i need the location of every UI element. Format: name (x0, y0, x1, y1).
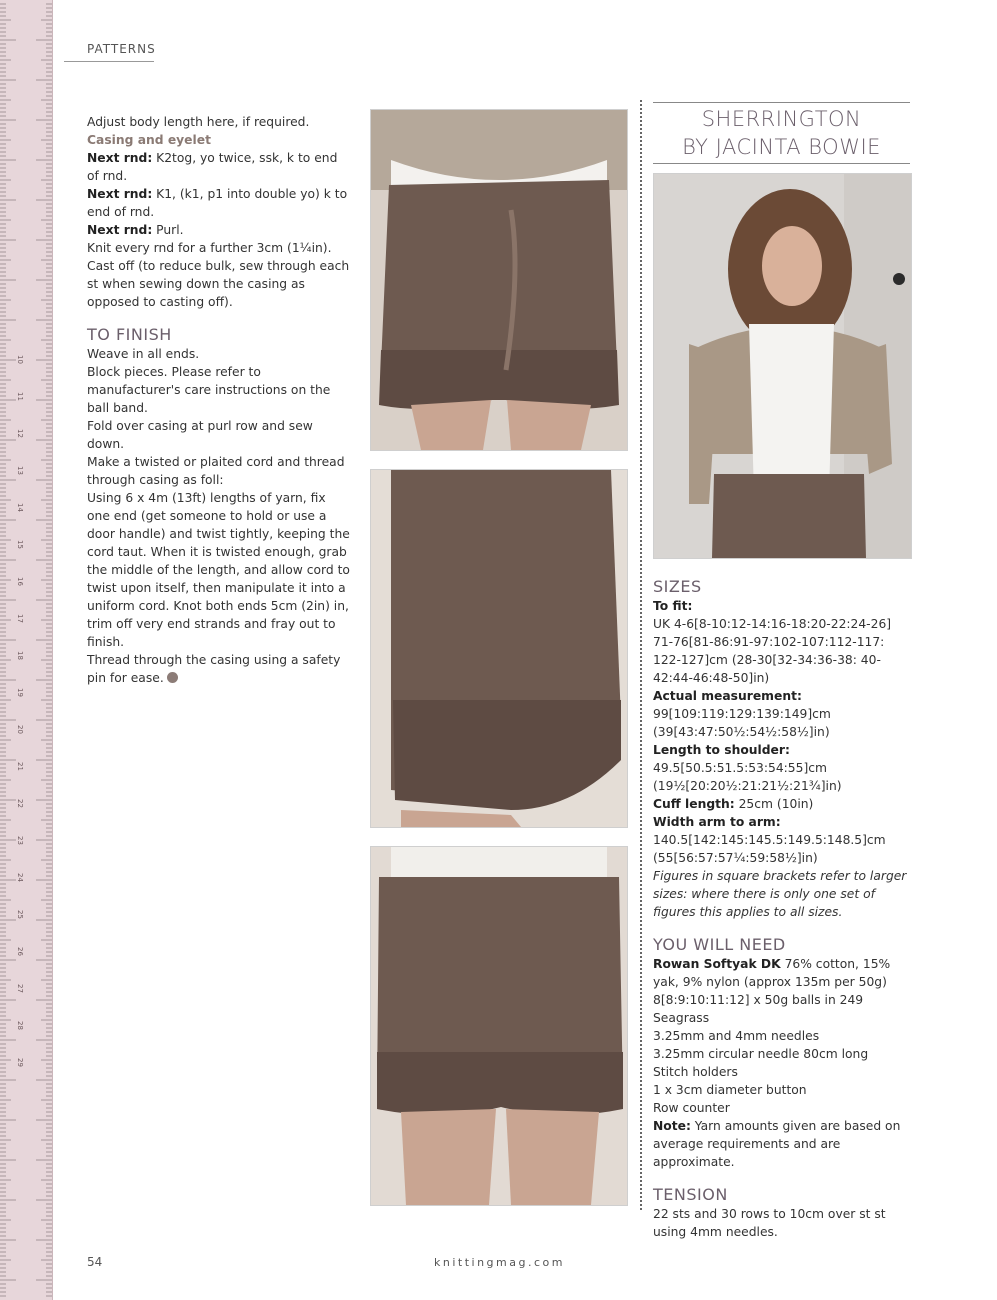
instruction-text: Weave in all ends. (87, 347, 200, 361)
instruction-text-last: Thread through the casing using a safety pin for ease. (87, 653, 341, 685)
need-heading: YOU WILL NEED (653, 935, 786, 954)
ruler-label: 20 (16, 725, 24, 734)
need-item: 8[8:9:10:11:12] x 50g balls in 249 Seagrass (653, 993, 864, 1025)
section-label: PATTERNS (87, 42, 156, 56)
actual-value: 99[109:119:129:139:149]cm (39[43:47:50½:54½:58½]in) (653, 707, 831, 739)
need-item: Row counter (653, 1101, 730, 1115)
length-value: 49.5[50.5:51.5:53:54:55]cm (19½[20:20½:21:21½:21¾]in) (653, 761, 842, 793)
actual-label: Actual measurement: (653, 689, 802, 703)
ruler-label: 15 (16, 540, 24, 549)
sizes-heading: SIZES (653, 577, 702, 596)
ruler-label: 10 (16, 355, 24, 364)
ruler-label: 18 (16, 651, 24, 660)
site-url: knittingmag.com (434, 1256, 565, 1269)
need-item: 3.25mm and 4mm needles (653, 1029, 820, 1043)
tension-text: 22 sts and 30 rows to 10cm over st st using 4mm needles. (653, 1207, 886, 1239)
to-fit-uk: UK 4-6[8-10:12-14:16-18:20-22:24-26] (653, 617, 892, 631)
ruler-label: 28 (16, 1021, 24, 1030)
photo-shorts-back (370, 846, 628, 1206)
width-label: Width arm to arm: (653, 815, 781, 829)
tension-heading: TENSION (653, 1185, 728, 1204)
pattern-title (653, 102, 910, 164)
instruction-text: Cast off (to reduce bulk, sew through each st when sewing down the casing as opposed to casting off). (87, 259, 350, 309)
ruler-label: 26 (16, 947, 24, 956)
end-mark-icon (167, 672, 178, 683)
instruction-text: Adjust body length here, if required. (87, 115, 310, 129)
instruction-text: Using 6 x 4m (13ft) lengths of yarn, fix one end (get someone to hold or use a door handle) and twist tightly, keeping the cord taut. When it is twisted enough, grab the middle of the length, and allow cord to twist upon itself, then manipulate it into a uniform cord. Knot both ends 5cm (2in) in, trim off very end strands and fray out to finish. (87, 491, 350, 649)
ruler-label: 22 (16, 799, 24, 808)
ruler-label: 29 (16, 1058, 24, 1067)
need-item: 3.25mm circular needle 80cm long (653, 1047, 869, 1061)
instructions-column (87, 113, 352, 687)
ruler-label: 11 (16, 392, 24, 401)
to-fit-label: To fit: (653, 599, 693, 613)
instruction-text: Make a twisted or plaited cord and thread through casing as foll: (87, 455, 345, 487)
photo-shorts-detail (370, 469, 628, 828)
ruler-label: 27 (16, 984, 24, 993)
ruler-label: 12 (16, 429, 24, 438)
note-row: Note: Yarn amounts given are based on average requirements and are approximate. (653, 1119, 901, 1169)
finish-heading: TO FINISH (87, 325, 172, 344)
ruler-label: 19 (16, 688, 24, 697)
instruction-row: Next rnd: K2tog, yo twice, ssk, k to end of rnd. (87, 151, 338, 183)
instruction-text: Block pieces. Please refer to manufacturer's care instructions on the ball band. (87, 365, 331, 415)
title-name: SHERRINGTON (701, 107, 862, 131)
column-divider (640, 100, 642, 1210)
ruler-label: 21 (16, 762, 24, 771)
yarn-row: Rowan Softyak DK 76% cotton, 15% yak, 9% nylon (approx 135m per 50g) (653, 957, 891, 989)
ruler-label: 14 (16, 503, 24, 512)
ruler-label: 23 (16, 836, 24, 845)
ruler-label: 25 (16, 910, 24, 919)
figures-note: Figures in square brackets refer to larger sizes: where there is only one set of figures this applies to all sizes. (653, 869, 907, 919)
instruction-row: Next rnd: K1, (k1, p1 into double yo) k to end of rnd. (87, 187, 348, 219)
need-item: Stitch holders (653, 1065, 738, 1079)
instruction-row: Next rnd: Purl. (87, 223, 184, 237)
page-number: 54 (87, 1255, 103, 1269)
to-fit-cm: 71-76[81-86:91-97:102-107:112-117: 122-127]cm (28-30[32-34:36-38: 40-42:44-46:48-50]in) (653, 635, 885, 685)
ruler-label: 16 (16, 577, 24, 586)
instruction-text: Knit every rnd for a further 3cm (1¼in). (87, 241, 332, 255)
instruction-text: Fold over casing at purl row and sew down. (87, 419, 313, 451)
ruler-ticks (0, 0, 52, 1300)
ruler-label: 24 (16, 873, 24, 882)
ruler-label: 13 (16, 466, 24, 475)
specs-column (653, 577, 915, 1241)
length-label: Length to shoulder: (653, 743, 790, 757)
title-designer: BY JACINTA BOWIE (682, 135, 881, 159)
photo-model (653, 173, 912, 559)
ruler-label: 17 (16, 614, 24, 623)
width-value: 140.5[142:145:145.5:149.5:148.5]cm (55[56:57:57¼:59:58½]in) (653, 833, 886, 865)
photo-shorts-front (370, 109, 628, 451)
page-ruler (0, 0, 53, 1300)
section-rule (64, 61, 154, 62)
casing-heading: Casing and eyelet (87, 133, 211, 147)
need-item: 1 x 3cm diameter button (653, 1083, 807, 1097)
cuff-row: Cuff length: 25cm (10in) (653, 797, 814, 811)
